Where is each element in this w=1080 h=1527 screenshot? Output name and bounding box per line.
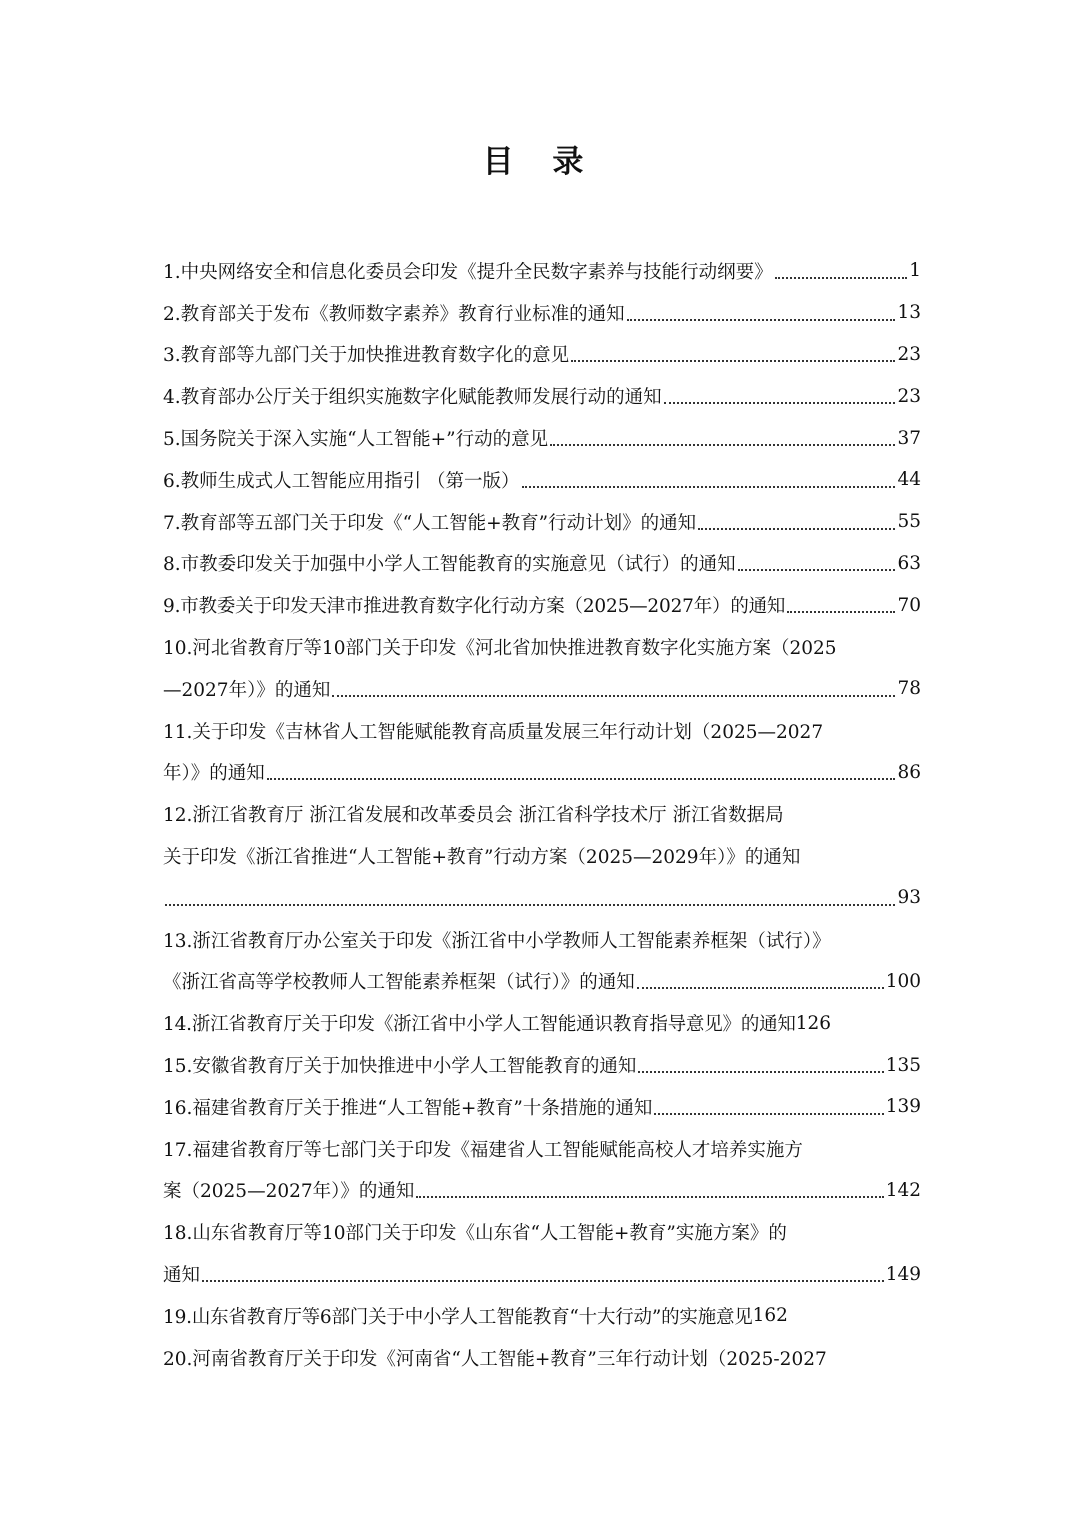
toc-entry-title: 10.河北省教育厅等10部门关于印发《河北省加快推进教育数字化实施方案（2025 xyxy=(163,638,837,660)
toc-entry-19[interactable] xyxy=(163,1295,921,1337)
toc-entry-10-line1[interactable] xyxy=(163,626,921,668)
table-of-contents xyxy=(163,250,921,1379)
dot-leader xyxy=(664,402,896,404)
toc-page-number: 78 xyxy=(897,678,921,700)
toc-entry-18-line1[interactable] xyxy=(163,1211,921,1253)
dot-leader xyxy=(654,1113,883,1115)
toc-entry-12-line2[interactable] xyxy=(163,835,921,877)
toc-page-number: 142 xyxy=(885,1179,921,1201)
toc-page-number: 23 xyxy=(897,385,921,407)
toc-entry-title-cont: 《浙江省高等学校教师人工智能素养框架（试行）》的通知 xyxy=(163,972,635,994)
toc-entry-title: 2.教育部关于发布《教师数字素养》教育行业标准的通知 xyxy=(163,303,625,325)
toc-page-number: 149 xyxy=(885,1263,921,1285)
dot-leader xyxy=(550,444,895,446)
toc-page-number: 100 xyxy=(885,970,921,992)
toc-entry-title: 6.教师生成式人工智能应用指引 （第一版） xyxy=(163,470,520,492)
toc-entry-title: 12.浙江省教育厅 浙江省发展和改革委员会 浙江省科学技术厅 浙江省数据局 xyxy=(163,805,784,827)
toc-page-number: 93 xyxy=(897,887,921,909)
toc-page-number: 162 xyxy=(752,1305,788,1327)
toc-entry-title: 5.国务院关于深入实施“人工智能+”行动的意见 xyxy=(163,429,549,451)
toc-entry-17[interactable] xyxy=(163,1170,921,1212)
toc-entry-18[interactable] xyxy=(163,1253,921,1295)
toc-entry-20-line1[interactable] xyxy=(163,1337,921,1379)
toc-page-number: 37 xyxy=(897,427,921,449)
toc-entry-17-line1[interactable] xyxy=(163,1128,921,1170)
toc-entry-12-line1[interactable] xyxy=(163,793,921,835)
toc-entry-title: 11.关于印发《吉林省人工智能赋能教育高质量发展三年行动计划（2025—2027 xyxy=(163,721,824,743)
toc-entry-5[interactable] xyxy=(163,417,921,459)
toc-entry-12[interactable] xyxy=(163,877,921,919)
dot-leader xyxy=(627,319,896,321)
dot-leader xyxy=(165,904,895,906)
toc-page-number: 63 xyxy=(897,552,921,574)
toc-entry-4[interactable] xyxy=(163,375,921,417)
toc-entry-title: 3.教育部等九部门关于加快推进教育数字化的意见 xyxy=(163,345,570,367)
toc-entry-title-cont: —2027年）》的通知 xyxy=(163,679,331,701)
toc-entry-13[interactable] xyxy=(163,961,921,1003)
dot-leader xyxy=(637,987,884,989)
toc-page-number: 139 xyxy=(885,1096,921,1118)
dot-leader xyxy=(738,569,896,571)
toc-entry-2[interactable] xyxy=(163,292,921,334)
toc-entry-1[interactable] xyxy=(163,250,921,292)
toc-entry-15[interactable] xyxy=(163,1044,921,1086)
toc-entry-8[interactable] xyxy=(163,543,921,585)
dot-leader xyxy=(698,528,895,530)
toc-page-number: 13 xyxy=(897,302,921,324)
toc-entry-13-line1[interactable] xyxy=(163,919,921,961)
toc-page-number: 44 xyxy=(897,469,921,491)
toc-entry-title: 7.教育部等五部门关于印发《“人工智能+教育”行动计划》的通知 xyxy=(163,512,697,534)
toc-page-number: 23 xyxy=(897,343,921,365)
toc-entry-title: 15.安徽省教育厅关于加快推进中小学人工智能教育的通知 xyxy=(163,1056,637,1078)
toc-entry-title-cont: 关于印发《浙江省推进“人工智能+教育”行动方案（2025—2029年）》的通知 xyxy=(163,847,801,869)
toc-entry-title: 18.山东省教育厅等10部门关于印发《山东省“人工智能+教育”实施方案》的 xyxy=(163,1223,787,1245)
dot-leader xyxy=(775,277,908,279)
page-title: 目 录 xyxy=(482,144,598,180)
dot-leader xyxy=(202,1280,884,1282)
toc-entry-title: 16.福建省教育厅关于推进“人工智能+教育”十条措施的通知 xyxy=(163,1097,653,1119)
toc-entry-14[interactable] xyxy=(163,1002,921,1044)
toc-entry-11-line1[interactable] xyxy=(163,710,921,752)
toc-entry-title: 4.教育部办公厅关于组织实施数字化赋能教师发展行动的通知 xyxy=(163,387,662,409)
dot-leader xyxy=(267,778,896,780)
toc-entry-title: 19.山东省教育厅等6部门关于中小学人工智能教育“十大行动”的实施意见 xyxy=(163,1306,753,1328)
dot-leader xyxy=(638,1071,883,1073)
toc-entry-title: 20.河南省教育厅关于印发《河南省“人工智能+教育”三年行动计划（2025-2027 xyxy=(163,1348,827,1370)
toc-entry-3[interactable] xyxy=(163,334,921,376)
dot-leader xyxy=(416,1196,883,1198)
toc-page-number: 126 xyxy=(795,1012,832,1034)
toc-entry-title-cont: 年）》的通知 xyxy=(163,763,265,785)
toc-page-number: 1 xyxy=(909,260,921,282)
toc-entry-title: 8.市教委印发关于加强中小学人工智能教育的实施意见（试行）的通知 xyxy=(163,554,736,576)
toc-entry-title-cont: 通知 xyxy=(163,1265,201,1287)
toc-page-number: 135 xyxy=(885,1054,921,1076)
toc-page-number: 55 xyxy=(897,511,921,533)
toc-entry-11[interactable] xyxy=(163,752,921,794)
toc-entry-6[interactable] xyxy=(163,459,921,501)
toc-page-number: 70 xyxy=(897,594,921,616)
toc-entry-title: 9.市教委关于印发天津市推进教育数字化行动方案（2025—2027年）的通知 xyxy=(163,596,786,618)
toc-entry-title-cont: 案（2025—2027年）》的通知 xyxy=(163,1181,415,1203)
dot-leader xyxy=(522,486,896,488)
toc-entry-title: 1.中央网络安全和信息化委员会印发《提升全民数字素养与技能行动纲要》 xyxy=(163,261,773,283)
toc-entry-7[interactable] xyxy=(163,501,921,543)
toc-page-number: 86 xyxy=(897,761,921,783)
toc-entry-9[interactable] xyxy=(163,584,921,626)
toc-entry-title: 17.福建省教育厅等七部门关于印发《福建省人工智能赋能高校人才培养实施方 xyxy=(163,1139,803,1161)
toc-entry-16[interactable] xyxy=(163,1086,921,1128)
dot-leader xyxy=(787,611,895,613)
toc-entry-10[interactable] xyxy=(163,668,921,710)
toc-entry-title: 13.浙江省教育厅办公室关于印发《浙江省中小学教师人工智能素养框架（试行）》 xyxy=(163,930,831,952)
dot-leader xyxy=(332,695,895,697)
dot-leader xyxy=(571,360,895,362)
toc-entry-title: 14.浙江省教育厅关于印发《浙江省中小学人工智能通识教育指导意见》的通知 xyxy=(163,1014,796,1036)
